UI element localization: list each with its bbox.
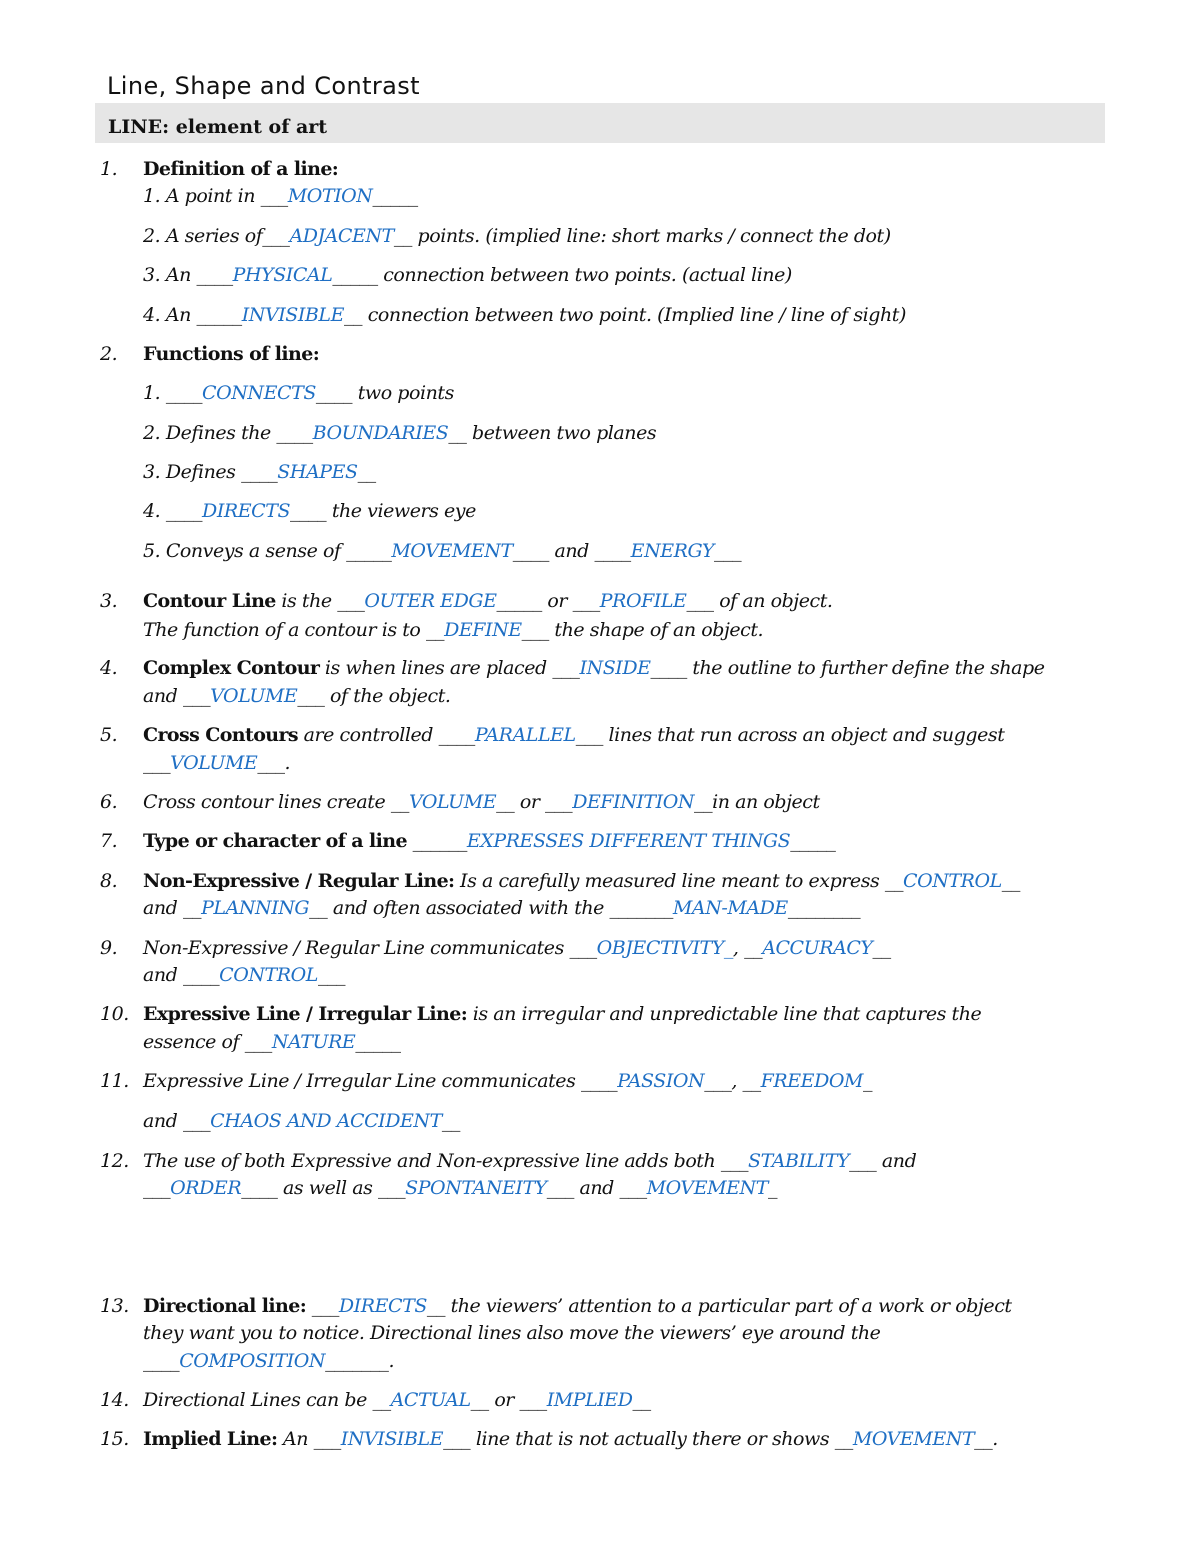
body-text: _	[767, 1177, 777, 1199]
term-label: Type or character of a line	[143, 830, 407, 852]
body-text: ___	[143, 1177, 171, 1199]
answer-text: ADJACENT	[289, 225, 394, 247]
answer-text: IMPLIED	[546, 1389, 633, 1411]
section-header	[95, 103, 1105, 143]
term-label: Expressive Line / Irregular Line:	[143, 1003, 468, 1025]
question-line	[143, 1030, 401, 1054]
answer-text: NATURE	[271, 1031, 356, 1053]
question-line	[143, 1002, 981, 1026]
item-number: 11.	[100, 1070, 129, 1092]
answer-text: STABILITY	[748, 1150, 850, 1172]
answer-text: CONNECTS	[202, 382, 316, 404]
answer-text: DIRECTS	[202, 500, 291, 522]
body-text: ___ of the object.	[297, 685, 451, 707]
body-text: 2. Defines the ____	[143, 422, 313, 444]
body-text: _______.	[325, 1350, 395, 1372]
body-text: _____ or ___	[496, 590, 600, 612]
body-text: __ points. (implied line: short marks / connect the dot)	[393, 225, 891, 247]
body-text: Directional Lines can be __	[143, 1389, 391, 1411]
body-text: ___	[317, 964, 346, 986]
answer-text: EXPRESSES DIFFERENT THINGS	[466, 830, 791, 852]
body-text: ___ line that is not actually there or shows __	[443, 1428, 853, 1450]
definition-heading	[143, 157, 338, 181]
functions-heading	[143, 342, 319, 366]
body-text: _____ connection between two points. (actual line)	[332, 264, 792, 286]
question-line	[143, 1427, 998, 1451]
question-line	[143, 790, 820, 814]
body-text: 5. Conveys a sense of _____	[143, 540, 392, 562]
body-text: ____ the viewers eye	[290, 500, 476, 522]
body-text: ___	[143, 752, 171, 774]
question-line	[143, 656, 1045, 680]
item-number: 10.	[100, 1003, 129, 1025]
question-line	[143, 1149, 916, 1173]
body-text: ________	[787, 897, 861, 919]
answer-text: DEFINE	[444, 619, 522, 641]
item-number: 4.	[100, 657, 118, 679]
answer-text: MOVEMENT	[391, 540, 513, 562]
answer-text: MOVEMENT	[852, 1428, 975, 1450]
body-text: is when lines are placed ___	[319, 657, 580, 679]
answer-text: ORDER	[170, 1177, 242, 1199]
body-text: _____	[355, 1031, 401, 1053]
term-label: Definition of a line:	[143, 158, 339, 180]
body-text: 1. ____	[143, 382, 203, 404]
body-text: __ or ___	[470, 1389, 547, 1411]
body-text: __	[632, 1389, 651, 1411]
answer-text: OUTER EDGE	[364, 590, 497, 612]
question-line	[143, 751, 290, 775]
question-line	[143, 1388, 651, 1412]
answer-text: PLANNING	[201, 897, 310, 919]
body-text: 2. A series of___	[143, 225, 290, 247]
question-line	[143, 723, 1004, 747]
question-line	[143, 618, 763, 642]
function-item	[143, 460, 376, 484]
item-number: 1.	[100, 158, 118, 180]
term-label: Cross Contours	[143, 724, 298, 746]
answer-text: DEFINITION	[572, 791, 695, 813]
body-text: 1. A point in ___	[143, 185, 288, 207]
body-text: ____	[143, 1350, 180, 1372]
body-text: ____ as well as ___	[241, 1177, 406, 1199]
body-text: ___ and ___	[546, 1177, 647, 1199]
item-number: 3.	[100, 590, 118, 612]
body-text: __ or ___	[496, 791, 573, 813]
body-text: essence of ___	[143, 1031, 272, 1053]
body-text: , __	[732, 937, 763, 959]
function-item	[143, 421, 656, 445]
term-label: Directional line:	[143, 1295, 307, 1317]
body-text: _	[863, 1070, 873, 1092]
body-text: An ___	[277, 1428, 341, 1450]
body-text: _____	[790, 830, 836, 852]
body-text: __ connection between two point. (Implied line / line of sight)	[344, 304, 906, 326]
question-line	[143, 1321, 880, 1345]
term-label: Contour Line	[143, 590, 276, 612]
function-item	[143, 499, 476, 523]
definition-item	[143, 184, 418, 208]
question-line	[143, 1069, 872, 1093]
body-text: is an irregular and unpredictable line that captures the	[467, 1003, 982, 1025]
body-text: is the ___	[275, 590, 365, 612]
answer-text: ACTUAL	[390, 1389, 471, 1411]
body-text: ____ two points	[315, 382, 454, 404]
item-number: 14.	[100, 1389, 129, 1411]
body-text: and ___	[143, 1110, 211, 1132]
answer-text: ACCURACY	[762, 937, 873, 959]
body-text: 4. ____	[143, 500, 203, 522]
body-text: 4. An _____	[143, 304, 242, 326]
body-text: __	[872, 937, 891, 959]
term-label: Complex Contour	[143, 657, 320, 679]
definition-item	[143, 263, 792, 287]
body-text: __ and often associated with the _______	[309, 897, 673, 919]
answer-text: SPONTANEITY	[405, 1177, 547, 1199]
item-number: 2.	[100, 343, 118, 365]
body-text: __ the viewers’ attention to a particular part of a work or object	[426, 1295, 1012, 1317]
body-text: ___ of an object.	[686, 590, 833, 612]
function-item	[143, 539, 741, 563]
item-number: 12.	[100, 1150, 129, 1172]
item-number: 15.	[100, 1428, 129, 1450]
body-text: ___ the shape of an object.	[521, 619, 764, 641]
body-text: 3. An ____	[143, 264, 233, 286]
item-number: 8.	[100, 870, 118, 892]
question-line	[143, 896, 860, 920]
body-text: Non-Expressive / Regular Line communicates ___	[143, 937, 597, 959]
answer-text: COMPOSITION	[179, 1350, 326, 1372]
body-text: __in an object	[694, 791, 820, 813]
body-text: ___.	[257, 752, 291, 774]
body-text: ___ lines that run across an object and suggest	[575, 724, 1005, 746]
answer-text: INVISIBLE	[340, 1428, 444, 1450]
body-text: are controlled ____	[298, 724, 475, 746]
answer-text: FREEDOM	[760, 1070, 863, 1092]
answer-text: CONTROL	[903, 870, 1002, 892]
body-text: The use of both Expressive and Non-expressive line adds both ___	[143, 1150, 749, 1172]
question-line	[143, 1176, 777, 1200]
answer-text: VOLUME	[210, 685, 298, 707]
answer-text: DIRECTS	[338, 1295, 427, 1317]
item-number: 7.	[100, 830, 118, 852]
question-line	[143, 936, 891, 960]
term-label: Implied Line:	[143, 1428, 278, 1450]
section-label: LINE: element of art	[108, 116, 328, 138]
item-number: 5.	[100, 724, 118, 746]
answer-text: MAN-MADE	[672, 897, 788, 919]
body-text: __	[441, 1110, 460, 1132]
body-text: ___, __	[704, 1070, 761, 1092]
question-line	[143, 684, 450, 708]
question-line	[143, 869, 1020, 893]
body-text: ____ and ____	[512, 540, 631, 562]
definition-item	[143, 303, 906, 327]
term-label: Non-Expressive / Regular Line:	[143, 870, 455, 892]
body-text: Is a carefully measured line meant to express __	[454, 870, 903, 892]
function-item	[143, 381, 454, 405]
answer-text: CHAOS AND ACCIDENT	[210, 1110, 442, 1132]
body-text: ___	[306, 1295, 339, 1317]
definition-item	[143, 224, 891, 248]
question-line	[143, 1349, 394, 1373]
answer-text: INVISIBLE	[241, 304, 344, 326]
body-text: Cross contour lines create __	[143, 791, 409, 813]
body-text: ___	[714, 540, 742, 562]
answer-text: PARALLEL	[474, 724, 576, 746]
question-line	[143, 1294, 1012, 1318]
answer-text: BOUNDARIES	[312, 422, 449, 444]
body-text: and __	[143, 897, 202, 919]
question-line	[143, 963, 345, 987]
body-text: ______	[406, 830, 467, 852]
answer-text: PHYSICAL	[232, 264, 333, 286]
answer-text: PASSION	[617, 1070, 705, 1092]
item-number: 13.	[100, 1295, 129, 1317]
body-text: __	[357, 461, 376, 483]
body-text: __ between two planes	[448, 422, 657, 444]
body-text: Expressive Line / Irregular Line communicates ____	[143, 1070, 618, 1092]
answer-text: ENERGY	[630, 540, 715, 562]
body-text: ____ the outline to further define the shape	[650, 657, 1045, 679]
question-line	[143, 589, 833, 613]
item-number: 9.	[100, 937, 118, 959]
question-line	[143, 829, 835, 853]
page-title: Line, Shape and Contrast	[107, 72, 420, 100]
body-text: 3. Defines ____	[143, 461, 278, 483]
body-text: __.	[974, 1428, 998, 1450]
body-text: and ____	[143, 964, 220, 986]
body-text: and ___	[143, 685, 211, 707]
question-line	[143, 1109, 460, 1133]
answer-text: VOLUME	[170, 752, 258, 774]
answer-text: VOLUME	[408, 791, 497, 813]
answer-text: OBJECTIVITY_	[596, 937, 733, 959]
body-text: ___ and	[849, 1150, 917, 1172]
term-label: Functions of line:	[143, 343, 320, 365]
body-text: The function of a contour is to __	[143, 619, 445, 641]
body-text: they want you to notice. Directional lines also move the viewers’ eye around the	[143, 1322, 881, 1344]
answer-text: PROFILE	[599, 590, 687, 612]
answer-text: MOTION	[287, 185, 373, 207]
answer-text: CONTROL	[219, 964, 318, 986]
answer-text: INSIDE	[579, 657, 651, 679]
body-text: __	[1001, 870, 1020, 892]
answer-text: MOVEMENT	[646, 1177, 768, 1199]
item-number: 6.	[100, 791, 118, 813]
body-text: _____	[372, 185, 418, 207]
answer-text: SHAPES	[277, 461, 358, 483]
